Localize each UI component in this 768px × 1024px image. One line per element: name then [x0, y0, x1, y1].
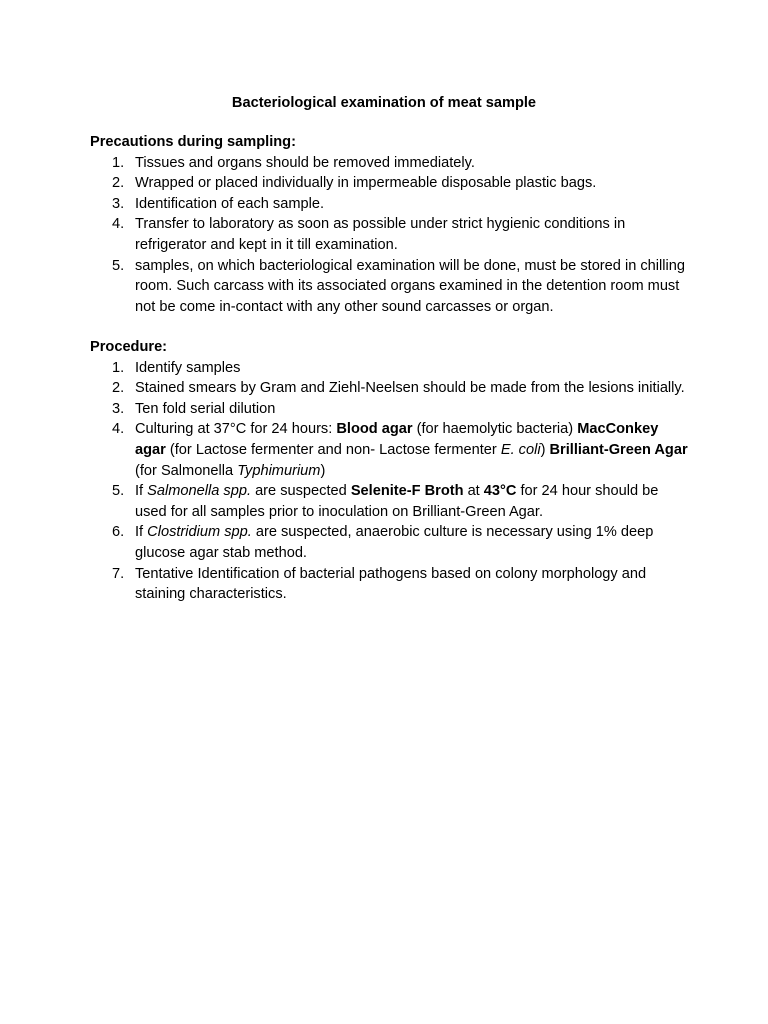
list-item [90, 153, 690, 174]
list-item [90, 564, 690, 605]
list-item-text: (for Salmonella [135, 462, 238, 479]
bold-text: Blood agar [336, 421, 413, 438]
bold-text: Selenite-F Broth [350, 483, 464, 500]
list-item-text: If [135, 483, 148, 500]
list-item [90, 256, 690, 318]
procedure-section [90, 337, 690, 605]
list-item-number: 5. [112, 257, 125, 274]
list-item-number: 3. [112, 400, 125, 417]
list-item-number: 5. [112, 483, 125, 500]
list-item [90, 173, 690, 194]
list-item-text: Identification of each sample. [135, 195, 325, 212]
list-item-text: Identify samples [135, 359, 241, 376]
italic-text: Clostridium spp. [147, 524, 252, 541]
list-item-text: Ten fold serial dilution [135, 400, 276, 417]
list-item-text: (for Lactose fermenter and non- Lactose fermenter [165, 441, 501, 458]
list-item-text: ) [320, 462, 326, 479]
list-item-number: 6. [112, 524, 125, 541]
list-item-text: samples, on which bacteriological examination will be done, must be stored in chilling room. Such carcass with its associated organs examined in the detention room must not be come in-contact with any other sound carcasses or organ. [135, 257, 685, 315]
bold-text: Brilliant-Green Agar [549, 441, 688, 458]
list-item [90, 214, 690, 255]
document-title: Bacteriological examination of meat sample [231, 95, 537, 111]
list-item [90, 358, 690, 379]
procedure-heading: Procedure: [90, 339, 168, 355]
list-item-text: If [135, 524, 148, 541]
list-item [90, 194, 690, 215]
list-item [90, 419, 690, 481]
list-item-number: 2. [112, 380, 125, 397]
procedure-list [90, 358, 690, 605]
precautions-list [90, 153, 690, 318]
bold-text: MacConkey agar [135, 421, 659, 458]
list-item-text: are suspected, anaerobic culture is necessary using 1% deep glucose agar stab method. [135, 524, 654, 561]
list-item-text: at [463, 483, 484, 500]
list-item-text: for 24 hour should be used for all samples prior to inoculation on Brilliant-Green Agar. [135, 483, 659, 520]
list-item-number: 4. [112, 421, 125, 438]
list-item-text: ) [540, 441, 550, 458]
list-item [90, 481, 690, 522]
list-item-number: 3. [112, 195, 125, 212]
list-item-text: Tissues and organs should be removed immediately. [135, 154, 475, 171]
list-item-text: Stained smears by Gram and Ziehl-Neelsen should be made from the lesions initially. [135, 380, 685, 397]
list-item-text: Culturing at 37°C for 24 hours: [135, 421, 337, 438]
list-item-number: 1. [112, 359, 125, 376]
list-item-text: (for haemolytic bacteria) [412, 421, 578, 438]
list-item-number: 7. [112, 565, 125, 582]
list-item-text: Wrapped or placed individually in impermeable disposable plastic bags. [135, 175, 597, 192]
list-item-number: 4. [112, 216, 125, 233]
italic-text: Typhimurium [237, 462, 321, 479]
list-item [90, 378, 690, 399]
list-item [90, 522, 690, 563]
list-item-number: 1. [112, 154, 125, 171]
precautions-section [90, 132, 690, 317]
italic-text: E. coli [500, 441, 541, 458]
italic-text: Salmonella spp. [147, 483, 252, 500]
bold-text: 43°C [483, 483, 517, 500]
list-item-text: are suspected [251, 483, 351, 500]
list-item-text: Transfer to laboratory as soon as possible under strict hygienic conditions in refrigerator and kept in it till examination. [135, 216, 626, 253]
list-item [90, 399, 690, 420]
precautions-heading: Precautions during sampling: [90, 134, 296, 150]
list-item-text: Tentative Identification of bacterial pathogens based on colony morphology and staining characteristics. [135, 565, 647, 603]
list-item-number: 2. [112, 175, 125, 192]
